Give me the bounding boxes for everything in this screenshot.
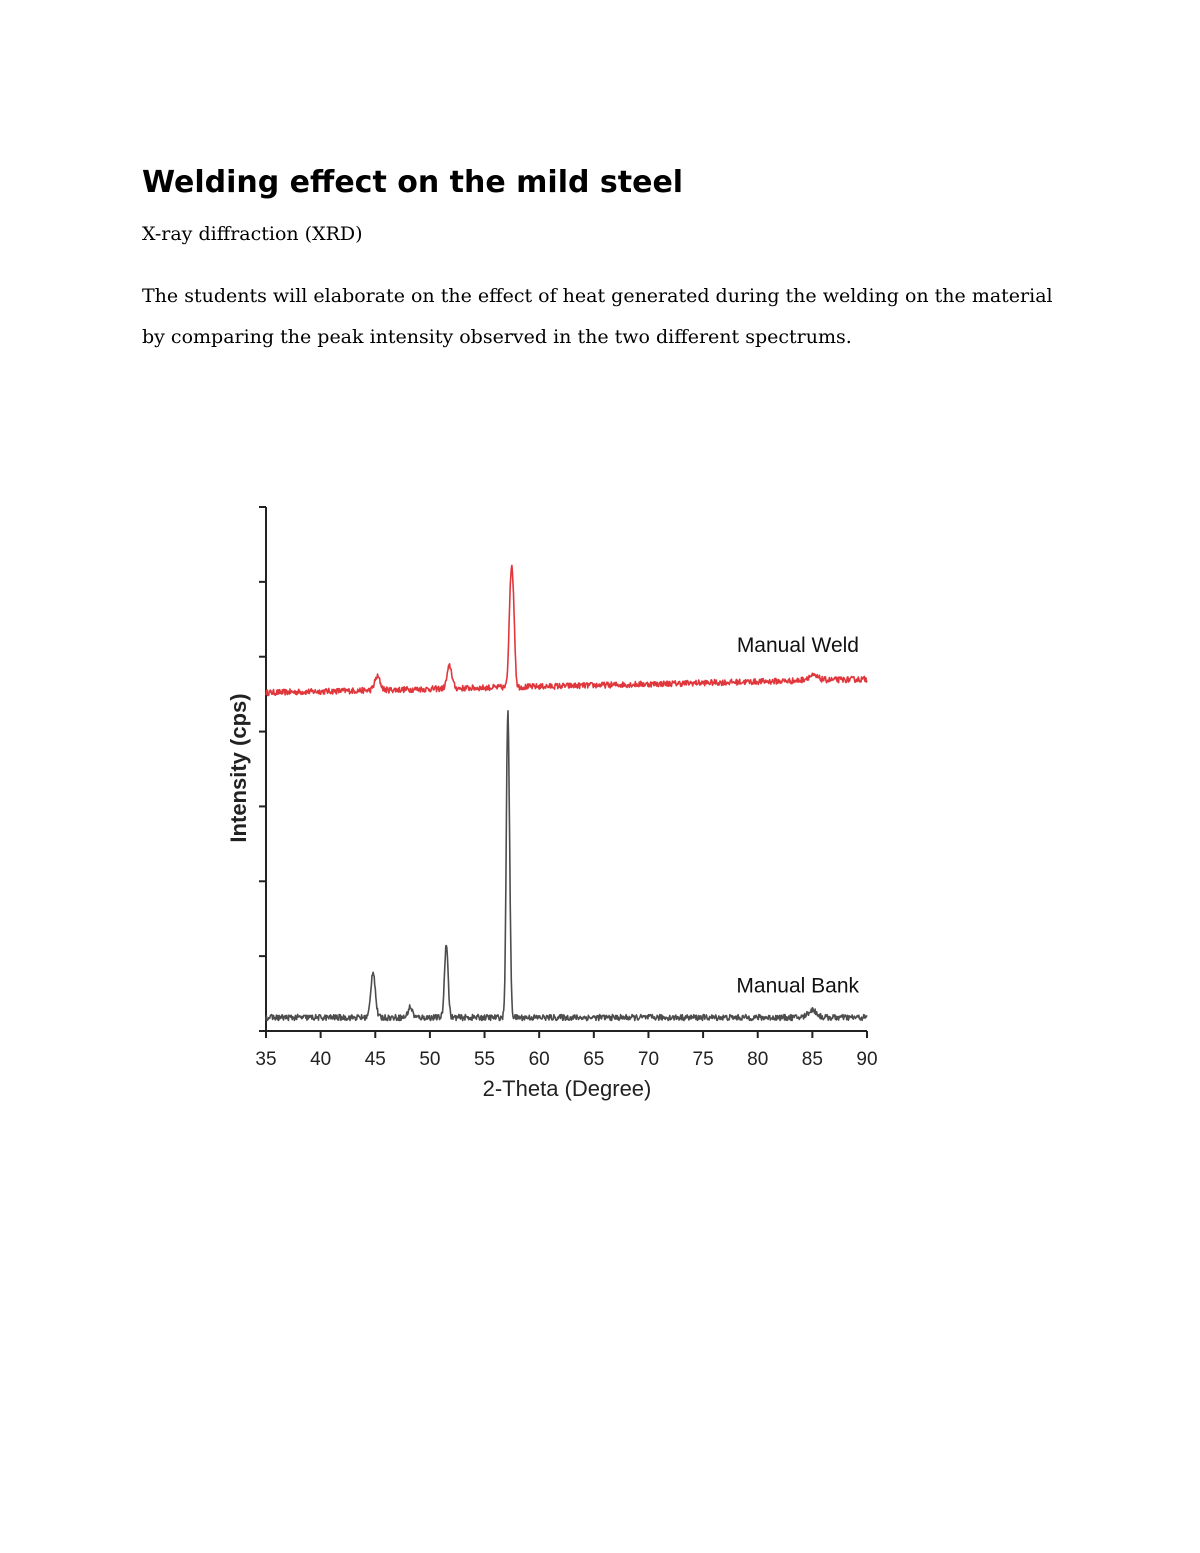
section-subheading: X-ray diffraction (XRD) — [142, 223, 363, 245]
x-tick-label: 45 — [364, 1049, 386, 1070]
x-tick-label: 85 — [801, 1049, 823, 1070]
page-title: Welding effect on the mild steel — [142, 165, 684, 200]
x-axis-label: 2-Theta (Degree) — [482, 1076, 652, 1101]
x-tick-label: 75 — [692, 1049, 714, 1070]
chart-axes — [259, 507, 867, 1038]
x-tick-label: 55 — [473, 1049, 496, 1070]
x-tick-label: 60 — [528, 1049, 550, 1070]
x-tick-label: 80 — [747, 1049, 769, 1070]
y-axis-label: Intensity (cps) — [226, 693, 251, 843]
x-tick-label: 40 — [310, 1049, 332, 1070]
body-paragraph: The students will elaborate on the effect of heat generated during the welding on the material by comparing the peak intensity observed in the two different spectrums. — [142, 285, 1053, 348]
x-tick-label: 35 — [255, 1049, 277, 1070]
x-tick-label: 70 — [637, 1049, 660, 1070]
x-tick-label: 65 — [583, 1049, 605, 1070]
xrd-chart — [200, 490, 900, 1110]
series-label-manual-bank: Manual Bank — [736, 974, 859, 998]
x-tick-label: 90 — [856, 1049, 878, 1070]
series-line-manual-weld — [266, 565, 867, 695]
series-label-manual-weld: Manual Weld — [736, 634, 859, 658]
x-tick-label: 50 — [419, 1049, 441, 1070]
